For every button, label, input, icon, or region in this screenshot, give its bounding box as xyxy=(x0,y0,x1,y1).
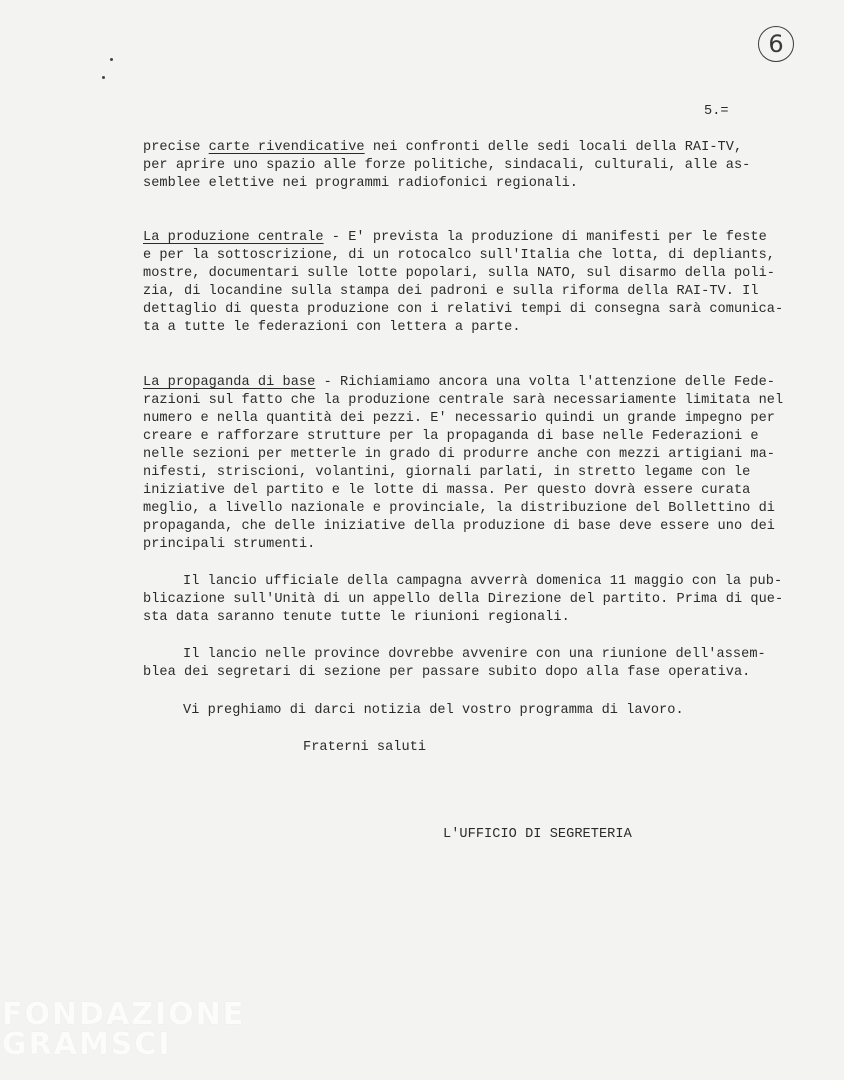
paragraph-line: Vi preghiamo di darci notizia del vostro programma di lavoro. xyxy=(183,703,684,718)
paragraph-line: precise carte rivendicative nei confronti delle sedi locali della RAI-TV, xyxy=(143,140,743,155)
closing-salutation: Fraterni saluti xyxy=(303,740,427,755)
page-number: 5.= xyxy=(704,104,729,119)
paragraph-line: La propaganda di base - Richiamiamo ancora una volta l'attenzione delle Fede- xyxy=(143,375,775,390)
paragraph-line: creare e rafforzare strutture per la propaganda di base nelle Federazioni e xyxy=(143,429,759,444)
paragraph-line: e per la sottoscrizione, di un rotocalco sull'Italia che lotta, di depliants, xyxy=(143,248,775,263)
paragraph-line: iniziative del partito e le lotte di massa. Per questo dovrà essere curata xyxy=(143,483,751,498)
paragraph-line: sta data saranno tenute tutte le riunioni regionali. xyxy=(143,610,570,625)
paragraph-line: principali strumenti. xyxy=(143,537,316,552)
section-heading: La propaganda di base xyxy=(143,375,316,390)
paragraph-line: blea dei segretari di sezione per passare subito dopo alla fase operativa. xyxy=(143,665,751,680)
archive-watermark xyxy=(2,997,246,1062)
paragraph-line: mostre, documentari sulle lotte popolari, sulla NATO, sul disarmo della poli- xyxy=(143,266,775,281)
handwritten-page-mark: 6 xyxy=(758,26,794,62)
paragraph-line: blicazione sull'Unità di un appello della Direzione del partito. Prima di que- xyxy=(143,592,784,607)
paragraph-line: semblee elettive nei programmi radiofonici regionali. xyxy=(143,176,579,191)
signature-office: L'UFFICIO DI SEGRETERIA xyxy=(443,827,632,842)
paragraph-line: zia, di locandine sulla stampa dei padroni e sulla riforma della RAI-TV. Il xyxy=(143,284,759,299)
speck-dot xyxy=(110,58,113,61)
section-heading: La produzione centrale xyxy=(143,230,324,245)
watermark-line: GRAMSCI xyxy=(2,1027,172,1062)
paragraph-line: La produzione centrale - E' prevista la produzione di manifesti per le feste xyxy=(143,230,767,245)
underlined-phrase: carte rivendicative xyxy=(208,140,365,155)
paragraph-line: per aprire uno spazio alle forze politiche, sindacali, culturali, alle as- xyxy=(143,158,751,173)
paragraph-line: propaganda, che delle iniziative della produzione di base deve essere uno dei xyxy=(143,519,775,534)
paragraph-line: Il lancio nelle province dovrebbe avvenire con una riunione dell'assem- xyxy=(183,647,766,662)
paragraph-line: nelle sezioni per metterle in grado di produrre anche con mezzi artigiani ma- xyxy=(143,447,775,462)
paragraph-line: nifesti, striscioni, volantini, giornali parlati, in stretto legame con le xyxy=(143,465,751,480)
paragraph-line: razioni sul fatto che la produzione centrale sarà necessariamente limitata nel xyxy=(143,393,784,408)
paragraph-line: numero e nella quantità dei pezzi. E' necessario quindi un grande impegno per xyxy=(143,411,775,426)
paragraph-line: meglio, a livello nazionale e provinciale, la distribuzione del Bollettino di xyxy=(143,501,775,516)
paragraph-line: ta a tutte le federazioni con lettera a parte. xyxy=(143,320,521,335)
paragraph-line: dettaglio di questa produzione con i relativi tempi di consegna sarà comunica- xyxy=(143,302,784,317)
watermark-line: FONDAZIONE xyxy=(2,997,246,1032)
speck-dot xyxy=(102,76,105,79)
paragraph-line: Il lancio ufficiale della campagna avverrà domenica 11 maggio con la pub- xyxy=(183,574,783,589)
